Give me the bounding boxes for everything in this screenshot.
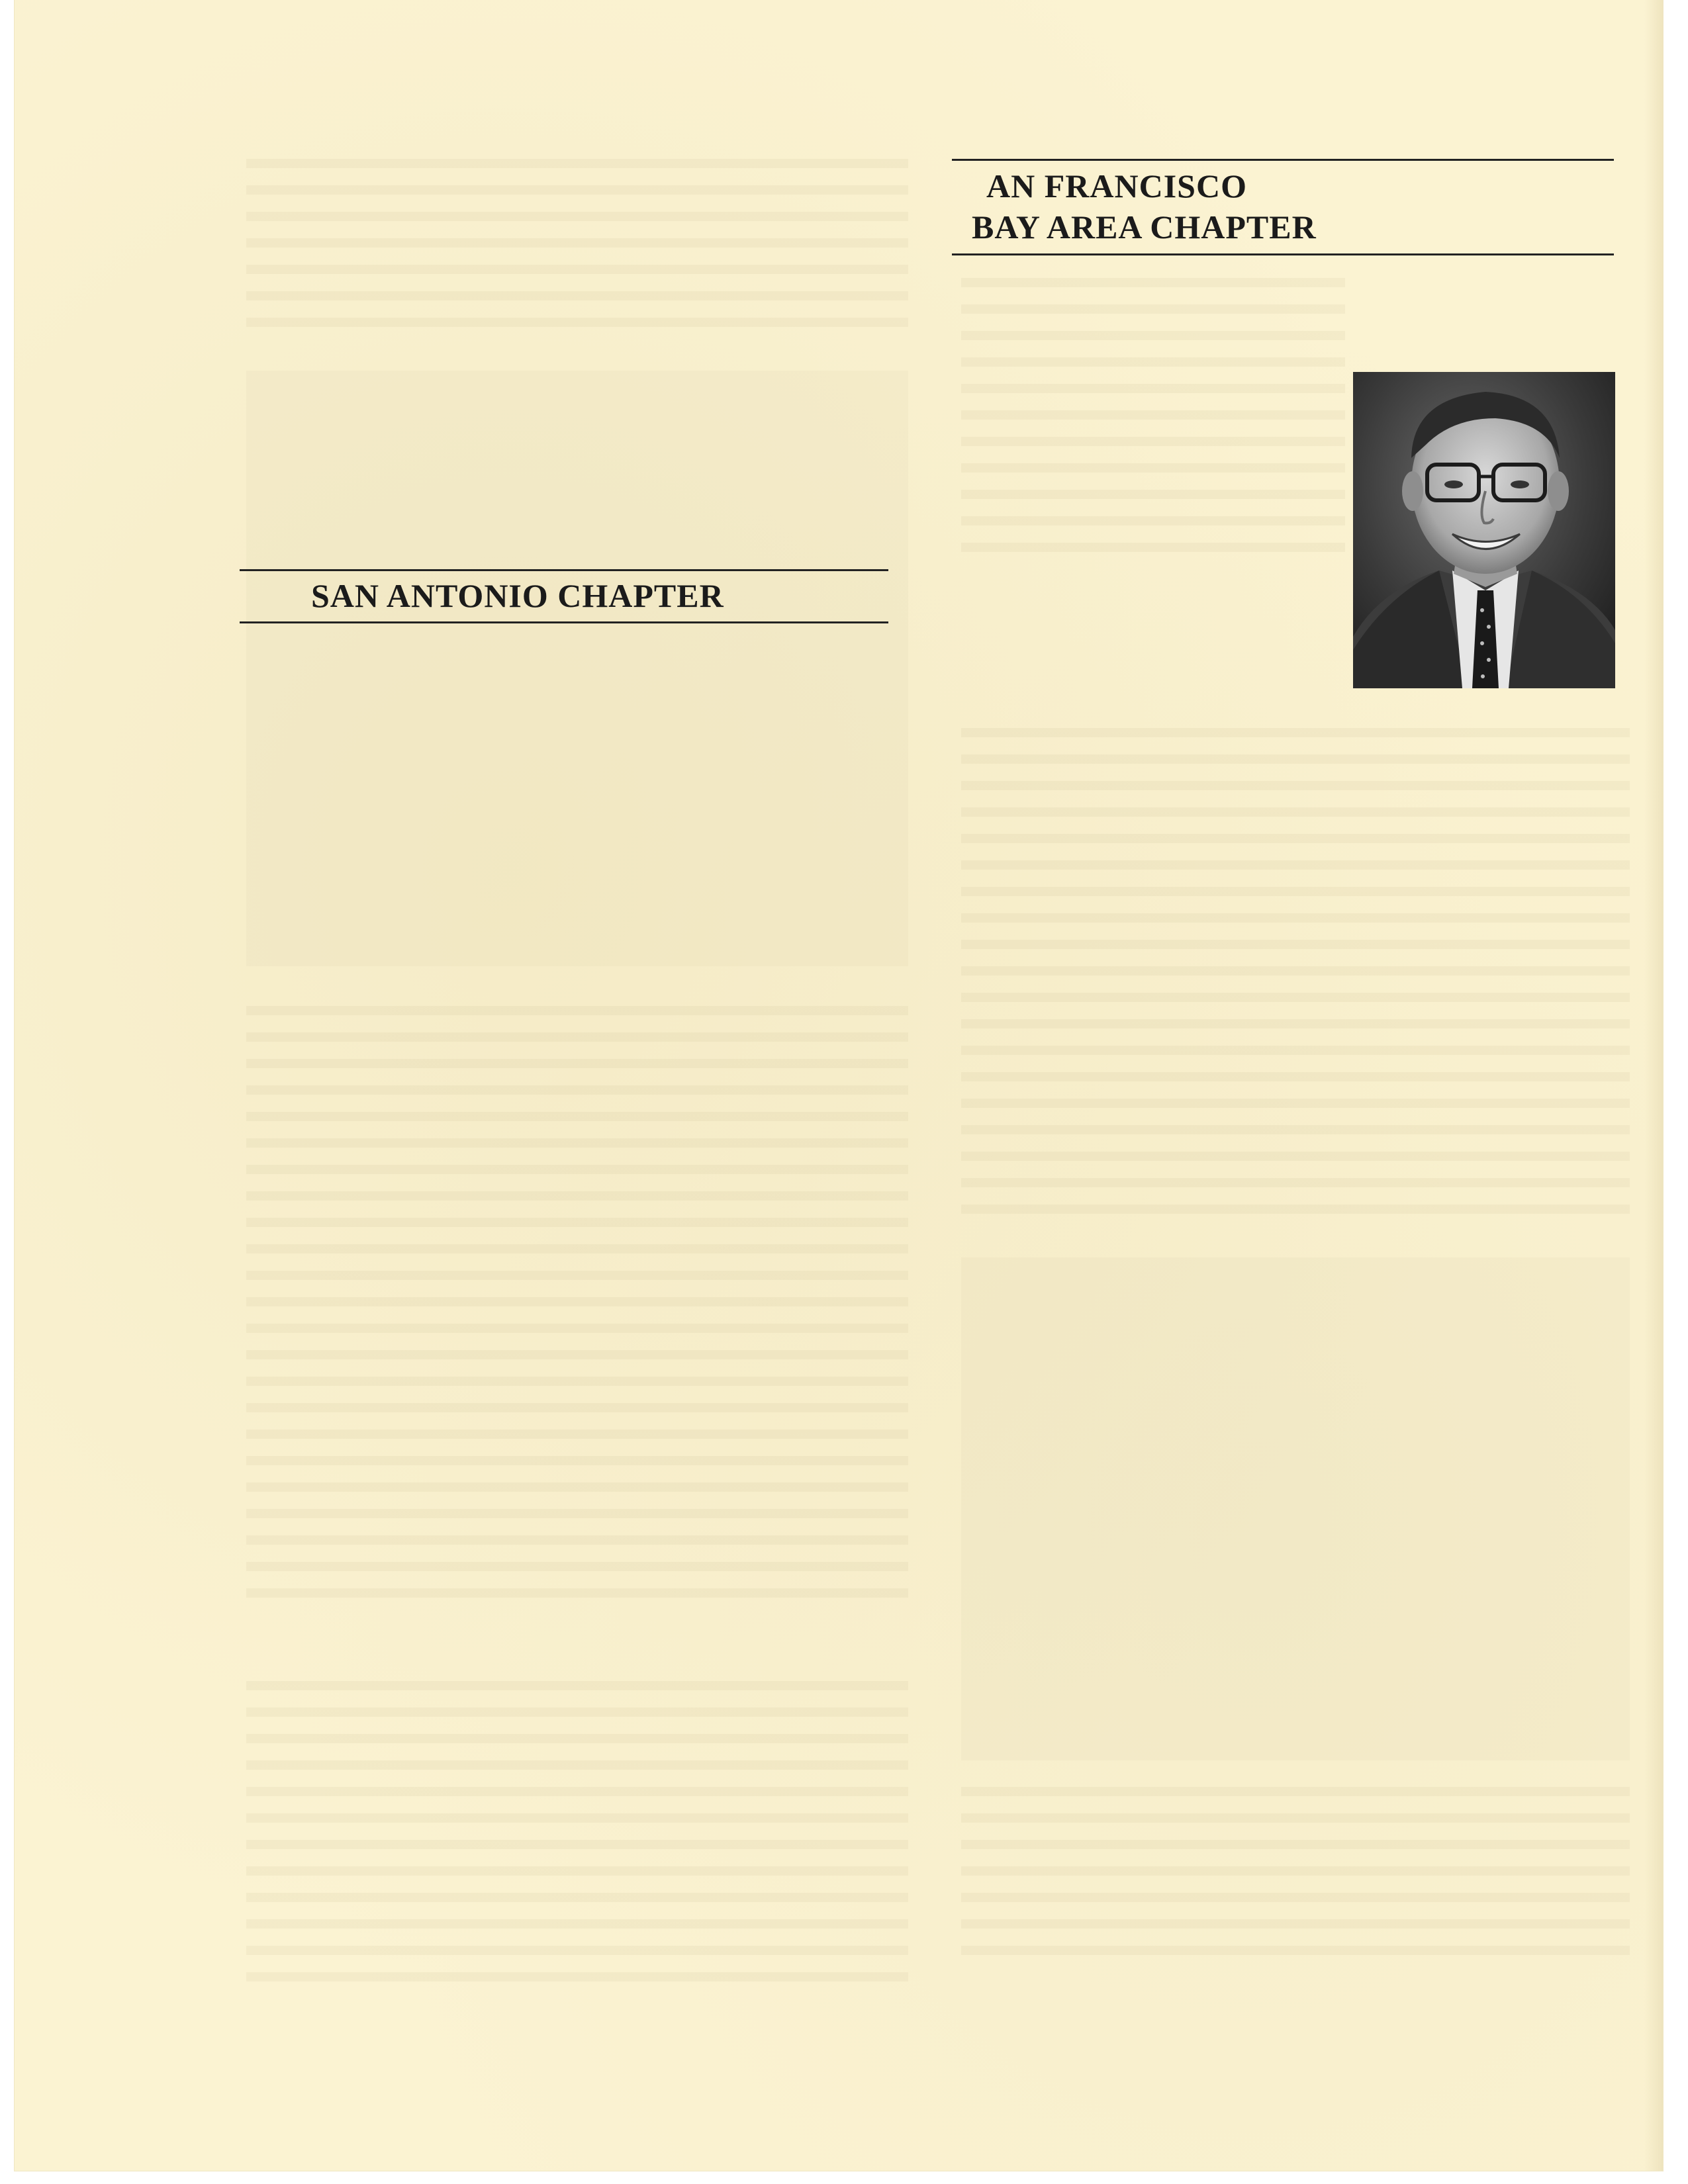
portrait-icon xyxy=(1353,372,1615,688)
bleed-through-text-left-bottom xyxy=(246,1006,908,1602)
san-francisco-header-line2: BAY AREA CHAPTER xyxy=(972,208,1317,246)
san-francisco-header-line1: AN FRANCISCO xyxy=(986,167,1247,205)
bleed-through-text-left-lower xyxy=(246,1681,908,1985)
san-antonio-chapter-header xyxy=(240,569,888,623)
bleed-through-text-right-top xyxy=(961,278,1345,556)
bleed-through-photo-right xyxy=(961,1257,1630,1760)
sheet-edge xyxy=(1644,0,1663,2171)
bleed-through-text-left-top xyxy=(246,159,908,331)
bleed-through-text-right-bottom xyxy=(961,1787,1630,1959)
san-francisco-chapter-header xyxy=(952,159,1614,255)
paper-sheet xyxy=(15,0,1663,2171)
san-antonio-header-title: SAN ANTONIO CHAPTER xyxy=(311,577,724,614)
bleed-through-photo-left xyxy=(246,371,908,966)
bleed-through-text-right-mid xyxy=(961,728,1630,1231)
portrait-photo xyxy=(1353,372,1615,688)
